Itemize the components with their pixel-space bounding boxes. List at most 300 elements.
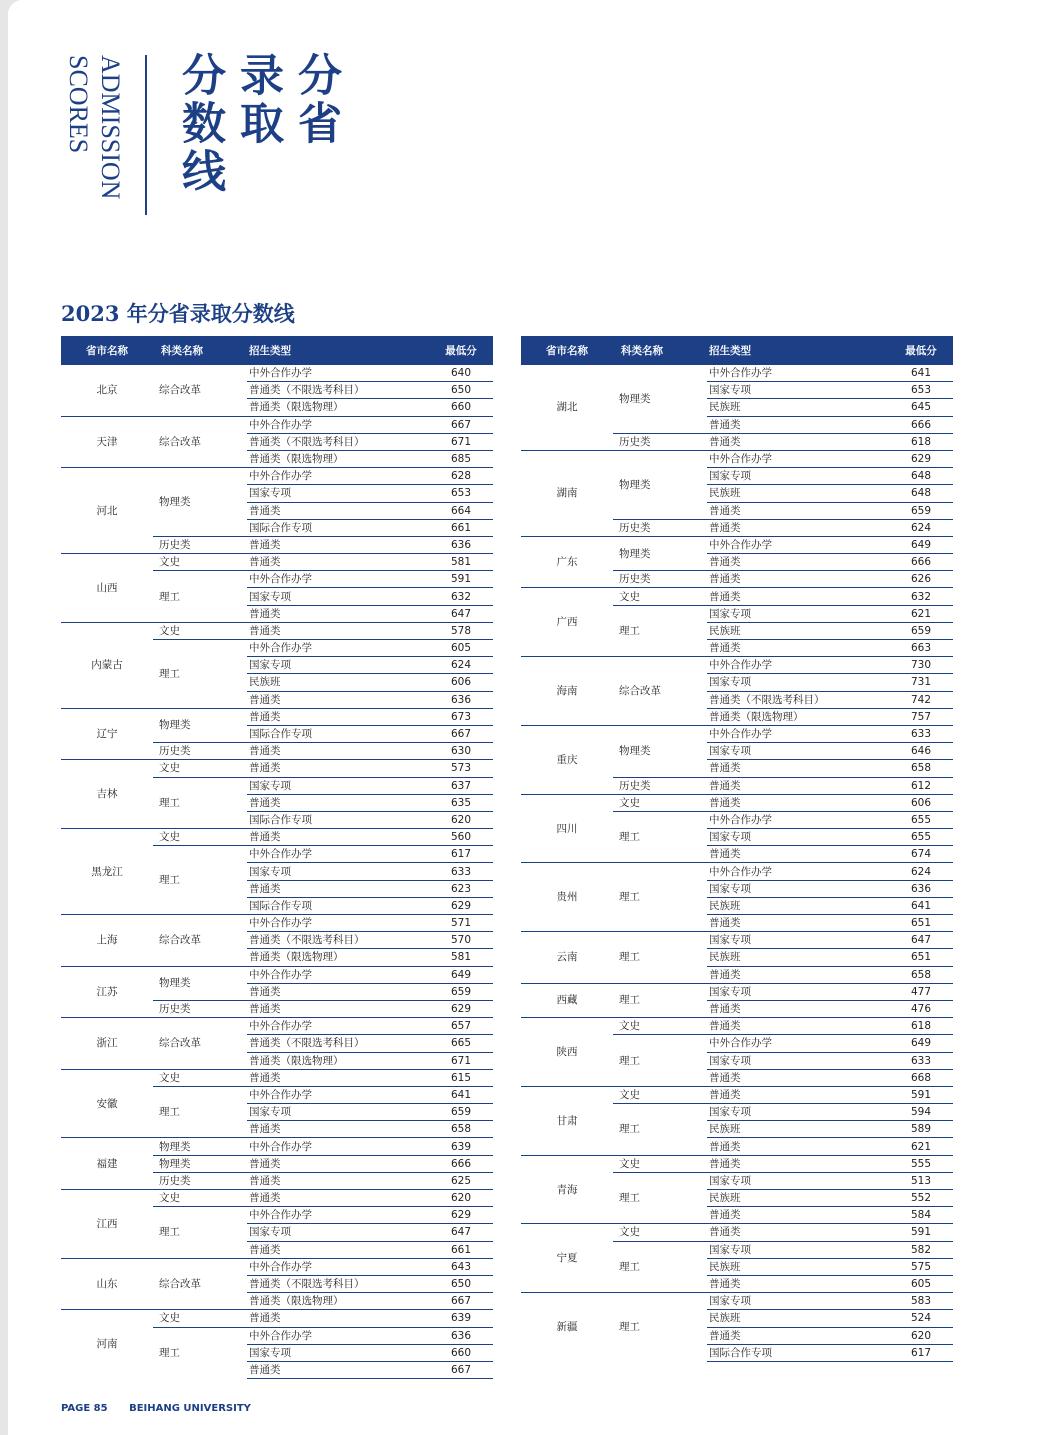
type-cell: 普通类 — [247, 622, 429, 639]
category-cell: 文史 — [153, 622, 247, 639]
score-cell: 649 — [889, 536, 953, 553]
type-cell: 国家专项 — [707, 829, 889, 846]
score-cell: 581 — [429, 554, 493, 571]
table-row — [521, 932, 953, 949]
type-cell: 国家专项 — [707, 468, 889, 485]
type-cell: 国家专项 — [707, 1293, 889, 1310]
score-cell: 581 — [429, 949, 493, 966]
category-cell: 文史 — [613, 588, 707, 605]
province-cell: 江西 — [61, 1190, 153, 1259]
col-type: 招生类型 — [247, 336, 429, 365]
category-cell: 文史 — [613, 1018, 707, 1035]
type-cell: 普通类 — [247, 708, 429, 725]
score-cell: 658 — [889, 966, 953, 983]
score-cell: 630 — [429, 743, 493, 760]
type-cell: 国家专项 — [707, 1172, 889, 1189]
category-cell: 文史 — [153, 554, 247, 571]
province-cell: 新疆 — [521, 1293, 613, 1362]
type-cell: 普通类 — [707, 1138, 889, 1155]
type-cell: 中外合作办学 — [247, 1327, 429, 1344]
scores-table-right — [521, 336, 953, 1362]
category-cell: 理工 — [159, 1347, 180, 1360]
category-cell: 文史 — [613, 1086, 707, 1103]
type-cell: 普通类（不限选考科目） — [247, 932, 429, 949]
category-cell: 理工 — [613, 863, 707, 932]
type-cell: 中外合作办学 — [247, 1258, 429, 1275]
table-row — [61, 416, 493, 433]
type-cell: 普通类 — [707, 519, 889, 536]
type-cell: 普通类（限选物理） — [247, 450, 429, 467]
province-cell: 福建 — [61, 1138, 153, 1190]
type-cell: 普通类 — [247, 760, 429, 777]
type-cell: 民族班 — [707, 1190, 889, 1207]
score-cell: 641 — [889, 365, 953, 382]
score-cell: 629 — [429, 897, 493, 914]
category-cell: 文史 — [153, 1190, 247, 1207]
score-cell: 628 — [429, 468, 493, 485]
province-cell: 湖南 — [521, 450, 613, 536]
table-row — [61, 760, 493, 777]
table-row — [521, 536, 953, 553]
score-cell: 605 — [889, 1275, 953, 1292]
province-cell: 广西 — [521, 588, 613, 657]
type-cell: 普通类 — [707, 1069, 889, 1086]
footer — [61, 1403, 269, 1414]
category-cell: 文史 — [613, 1155, 707, 1172]
type-cell: 普通类（不限选考科目） — [247, 433, 429, 450]
type-cell: 中外合作办学 — [247, 846, 429, 863]
type-cell: 民族班 — [247, 674, 429, 691]
category-cell: 理工 — [613, 1293, 707, 1362]
score-cell: 575 — [889, 1258, 953, 1275]
col-min-score: 最低分 — [889, 336, 953, 365]
score-cell: 674 — [889, 846, 953, 863]
score-cell: 655 — [889, 829, 953, 846]
type-cell: 中外合作办学 — [707, 657, 889, 674]
score-cell: 651 — [889, 949, 953, 966]
score-cell: 618 — [889, 433, 953, 450]
category-cell: 历史类 — [153, 1000, 247, 1017]
score-cell: 636 — [429, 1327, 493, 1344]
table-row — [61, 1310, 493, 1327]
table-row — [61, 829, 493, 846]
score-cell: 555 — [889, 1155, 953, 1172]
score-cell: 666 — [889, 416, 953, 433]
category-cell: 文史 — [613, 794, 707, 811]
category-cell: 历史类 — [613, 433, 707, 450]
category-cell: 历史类 — [613, 777, 707, 794]
type-cell: 普通类 — [247, 1190, 429, 1207]
type-cell: 普通类 — [707, 1224, 889, 1241]
category-cell: 历史类 — [153, 536, 247, 553]
category-cell: 综合改革 — [153, 416, 247, 468]
province-cell: 山西 — [61, 554, 153, 623]
province-cell: 吉林 — [61, 760, 153, 829]
score-cell: 633 — [429, 863, 493, 880]
score-cell: 476 — [889, 1000, 953, 1017]
score-cell: 671 — [429, 1052, 493, 1069]
score-cell: 647 — [429, 1224, 493, 1241]
score-cell: 666 — [429, 1155, 493, 1172]
province-cell: 云南 — [521, 932, 613, 984]
type-cell: 普通类（限选物理） — [247, 1052, 429, 1069]
score-cell: 623 — [429, 880, 493, 897]
col-category: 科类名称 — [153, 336, 247, 365]
type-cell: 中外合作办学 — [707, 1035, 889, 1052]
type-cell: 普通类 — [707, 554, 889, 571]
type-cell: 普通类 — [247, 1155, 429, 1172]
category-cell: 综合改革 — [613, 657, 707, 726]
province-cell: 内蒙古 — [61, 622, 153, 708]
score-cell: 661 — [429, 519, 493, 536]
type-cell: 民族班 — [707, 485, 889, 502]
province-cell: 青海 — [521, 1155, 613, 1224]
score-cell: 636 — [429, 536, 493, 553]
score-cell: 667 — [429, 416, 493, 433]
type-cell: 民族班 — [707, 399, 889, 416]
type-cell: 国际合作专项 — [247, 811, 429, 828]
type-cell: 国家专项 — [707, 1104, 889, 1121]
score-cell: 591 — [889, 1224, 953, 1241]
category-cell: 历史类 — [613, 519, 707, 536]
score-cell: 477 — [889, 983, 953, 1000]
score-cell: 668 — [889, 1069, 953, 1086]
table-row — [521, 588, 953, 605]
score-cell: 666 — [889, 554, 953, 571]
table-row — [521, 365, 953, 382]
category-cell: 理工 — [619, 1123, 640, 1136]
score-cell: 650 — [429, 382, 493, 399]
province-cell: 西藏 — [521, 983, 613, 1017]
table-row — [61, 1018, 493, 1035]
score-cell: 640 — [429, 365, 493, 382]
type-cell: 国家专项 — [707, 932, 889, 949]
type-cell: 国家专项 — [247, 588, 429, 605]
category-cell: 文史 — [153, 760, 247, 777]
score-cell: 636 — [429, 691, 493, 708]
category-cell: 物理类 — [613, 725, 707, 777]
score-cell: 621 — [889, 1138, 953, 1155]
score-cell: 685 — [429, 450, 493, 467]
type-cell: 国家专项 — [707, 743, 889, 760]
score-cell: 513 — [889, 1172, 953, 1189]
type-cell: 普通类 — [707, 1275, 889, 1292]
table-row — [521, 1224, 953, 1241]
school-name: BEIHANG UNIVERSITY — [129, 1403, 251, 1414]
type-cell: 普通类（不限选考科目） — [707, 691, 889, 708]
type-cell: 普通类 — [247, 691, 429, 708]
score-cell: 583 — [889, 1293, 953, 1310]
type-cell: 普通类 — [707, 777, 889, 794]
table-row — [521, 725, 953, 742]
type-cell: 普通类 — [707, 1000, 889, 1017]
score-cell: 618 — [889, 1018, 953, 1035]
province-cell: 安徽 — [61, 1069, 153, 1138]
score-cell: 730 — [889, 657, 953, 674]
type-cell: 国家专项 — [707, 880, 889, 897]
type-cell: 中外合作办学 — [247, 915, 429, 932]
score-cell: 589 — [889, 1121, 953, 1138]
score-cell: 632 — [889, 588, 953, 605]
score-cell: 632 — [429, 588, 493, 605]
category-cell: 物理类 — [613, 536, 707, 570]
category-cell: 物理类 — [153, 708, 247, 742]
score-cell: 645 — [889, 399, 953, 416]
type-cell: 普通类 — [707, 1155, 889, 1172]
type-cell: 中外合作办学 — [247, 1207, 429, 1224]
category-cell: 理工 — [159, 667, 180, 680]
score-cell: 635 — [429, 794, 493, 811]
type-cell: 普通类（限选物理） — [707, 708, 889, 725]
type-cell: 普通类（限选物理） — [247, 949, 429, 966]
score-cell: 659 — [429, 983, 493, 1000]
score-cell: 649 — [429, 966, 493, 983]
province-cell: 四川 — [521, 794, 613, 863]
score-cell: 660 — [429, 1344, 493, 1361]
score-cell: 731 — [889, 674, 953, 691]
score-cell: 641 — [429, 1086, 493, 1103]
type-cell: 普通类 — [707, 760, 889, 777]
type-cell: 民族班 — [707, 622, 889, 639]
category-cell: 理工 — [619, 1054, 640, 1067]
type-cell: 国际合作专项 — [247, 519, 429, 536]
table-row — [61, 1138, 493, 1155]
score-cell: 658 — [429, 1121, 493, 1138]
type-cell: 普通类 — [247, 1241, 429, 1258]
province-cell: 浙江 — [61, 1018, 153, 1070]
type-cell: 普通类 — [707, 966, 889, 983]
type-cell: 普通类 — [707, 794, 889, 811]
score-cell: 659 — [889, 502, 953, 519]
score-cell: 570 — [429, 932, 493, 949]
type-cell: 普通类 — [707, 502, 889, 519]
score-cell: 591 — [429, 571, 493, 588]
type-cell: 普通类 — [247, 1000, 429, 1017]
table-row — [521, 1293, 953, 1310]
score-cell: 648 — [889, 468, 953, 485]
score-cell: 591 — [889, 1086, 953, 1103]
score-cell: 659 — [429, 1104, 493, 1121]
type-cell: 国家专项 — [707, 674, 889, 691]
score-cell: 571 — [429, 915, 493, 932]
type-cell: 中外合作办学 — [247, 416, 429, 433]
score-cell: 578 — [429, 622, 493, 639]
page-number: PAGE 85 — [61, 1403, 108, 1414]
category-cell: 理工 — [159, 874, 180, 887]
type-cell: 中外合作办学 — [247, 365, 429, 382]
province-cell: 上海 — [61, 915, 153, 967]
title-english: ADMISSION SCORES — [64, 55, 125, 200]
province-cell: 江苏 — [61, 966, 153, 1018]
province-cell: 贵州 — [521, 863, 613, 932]
province-cell: 海南 — [521, 657, 613, 726]
score-cell: 659 — [889, 622, 953, 639]
type-cell: 中外合作办学 — [247, 966, 429, 983]
type-cell: 普通类 — [247, 536, 429, 553]
score-cell: 633 — [889, 725, 953, 742]
category-cell: 文史 — [613, 1224, 707, 1241]
type-cell: 中外合作办学 — [707, 365, 889, 382]
type-cell: 中外合作办学 — [247, 1138, 429, 1155]
province-cell: 辽宁 — [61, 708, 153, 760]
type-cell: 国家专项 — [707, 382, 889, 399]
type-cell: 普通类（不限选考科目） — [247, 382, 429, 399]
score-cell: 650 — [429, 1275, 493, 1292]
score-cell: 617 — [889, 1344, 953, 1361]
category-cell: 物理类 — [613, 450, 707, 519]
type-cell: 普通类 — [247, 1310, 429, 1327]
category-cell: 历史类 — [613, 571, 707, 588]
score-cell: 637 — [429, 777, 493, 794]
score-cell: 584 — [889, 1207, 953, 1224]
score-cell: 620 — [429, 811, 493, 828]
category-cell: 物理类 — [153, 468, 247, 537]
table-row — [61, 915, 493, 932]
type-cell: 普通类 — [707, 433, 889, 450]
col-min-score: 最低分 — [429, 336, 493, 365]
table-row — [521, 1155, 953, 1172]
table-row — [521, 983, 953, 1000]
type-cell: 民族班 — [707, 1310, 889, 1327]
section-title: 2023 年分省录取分数线 — [61, 301, 295, 326]
score-cell: 667 — [429, 1361, 493, 1378]
score-cell: 653 — [429, 485, 493, 502]
type-cell: 普通类 — [247, 880, 429, 897]
category-cell: 理工 — [159, 796, 180, 809]
type-cell: 普通类 — [247, 1172, 429, 1189]
score-cell: 657 — [429, 1018, 493, 1035]
score-cell: 612 — [889, 777, 953, 794]
table-row — [521, 863, 953, 880]
table-row — [61, 966, 493, 983]
type-cell: 国家专项 — [707, 1052, 889, 1069]
type-cell: 普通类 — [247, 605, 429, 622]
score-cell: 524 — [889, 1310, 953, 1327]
province-cell: 北京 — [61, 365, 153, 417]
score-cell: 647 — [889, 932, 953, 949]
score-cell: 629 — [429, 1000, 493, 1017]
score-cell: 653 — [889, 382, 953, 399]
province-cell: 山东 — [61, 1258, 153, 1310]
score-cell: 646 — [889, 743, 953, 760]
province-cell: 天津 — [61, 416, 153, 468]
type-cell: 民族班 — [707, 897, 889, 914]
table-row — [521, 1086, 953, 1103]
type-cell: 中外合作办学 — [247, 1018, 429, 1035]
score-cell: 742 — [889, 691, 953, 708]
province-cell: 广东 — [521, 536, 613, 588]
type-cell: 中外合作办学 — [247, 571, 429, 588]
category-cell: 理工 — [159, 1106, 180, 1119]
type-cell: 普通类 — [247, 1121, 429, 1138]
province-cell: 宁夏 — [521, 1224, 613, 1293]
score-cell: 660 — [429, 399, 493, 416]
category-cell: 文史 — [153, 1310, 247, 1327]
category-cell: 物理类 — [613, 365, 707, 434]
score-cell: 560 — [429, 829, 493, 846]
type-cell: 民族班 — [707, 1121, 889, 1138]
type-cell: 普通类 — [247, 743, 429, 760]
category-cell: 理工 — [619, 831, 640, 844]
category-cell: 理工 — [619, 1260, 640, 1273]
type-cell: 国家专项 — [707, 605, 889, 622]
score-cell: 633 — [889, 1052, 953, 1069]
score-cell: 624 — [429, 657, 493, 674]
province-cell: 黑龙江 — [61, 829, 153, 915]
score-cell: 658 — [889, 760, 953, 777]
province-cell: 湖北 — [521, 365, 613, 451]
type-cell: 普通类 — [707, 1086, 889, 1103]
category-cell: 综合改革 — [153, 1258, 247, 1310]
category-cell: 历史类 — [153, 1172, 247, 1189]
score-cell: 621 — [889, 605, 953, 622]
table-row — [61, 1190, 493, 1207]
score-cell: 606 — [889, 794, 953, 811]
type-cell: 中外合作办学 — [707, 863, 889, 880]
score-cell: 665 — [429, 1035, 493, 1052]
score-cell: 647 — [429, 605, 493, 622]
table-row — [521, 657, 953, 674]
table-row — [61, 365, 493, 382]
score-cell: 573 — [429, 760, 493, 777]
category-cell: 综合改革 — [153, 1018, 247, 1070]
score-cell: 667 — [429, 1293, 493, 1310]
score-cell: 648 — [889, 485, 953, 502]
score-cell: 617 — [429, 846, 493, 863]
score-cell: 639 — [429, 1138, 493, 1155]
table-row — [61, 1258, 493, 1275]
type-cell: 普通类（不限选考科目） — [247, 1035, 429, 1052]
type-cell: 普通类 — [707, 1327, 889, 1344]
score-cell: 643 — [429, 1258, 493, 1275]
type-cell: 普通类 — [247, 983, 429, 1000]
score-cell: 661 — [429, 1241, 493, 1258]
type-cell: 国际合作专项 — [247, 725, 429, 742]
score-cell: 624 — [889, 863, 953, 880]
type-cell: 普通类 — [707, 1018, 889, 1035]
score-cell: 673 — [429, 708, 493, 725]
score-cell: 636 — [889, 880, 953, 897]
province-cell: 河南 — [61, 1310, 153, 1379]
table-row — [521, 1018, 953, 1035]
province-cell: 甘肃 — [521, 1086, 613, 1155]
category-cell: 历史类 — [153, 743, 247, 760]
score-cell: 649 — [889, 1035, 953, 1052]
type-cell: 普通类 — [247, 554, 429, 571]
col-province: 省市名称 — [61, 336, 153, 365]
score-cell: 629 — [889, 450, 953, 467]
province-cell: 陕西 — [521, 1018, 613, 1087]
province-cell: 重庆 — [521, 725, 613, 794]
score-cell: 655 — [889, 811, 953, 828]
type-cell: 国家专项 — [247, 657, 429, 674]
table-row — [61, 622, 493, 639]
type-cell: 国家专项 — [247, 1224, 429, 1241]
score-cell: 641 — [889, 897, 953, 914]
score-cell: 552 — [889, 1190, 953, 1207]
type-cell: 普通类 — [247, 1069, 429, 1086]
scores-table-left — [61, 336, 493, 1379]
type-cell: 国家专项 — [247, 1104, 429, 1121]
type-cell: 中外合作办学 — [707, 725, 889, 742]
score-cell: 664 — [429, 502, 493, 519]
table-row — [61, 1069, 493, 1086]
score-cell: 626 — [889, 571, 953, 588]
category-cell: 综合改革 — [153, 365, 247, 417]
title-divider — [145, 55, 147, 215]
category-cell: 物理类 — [153, 1138, 247, 1155]
score-cell: 620 — [889, 1327, 953, 1344]
